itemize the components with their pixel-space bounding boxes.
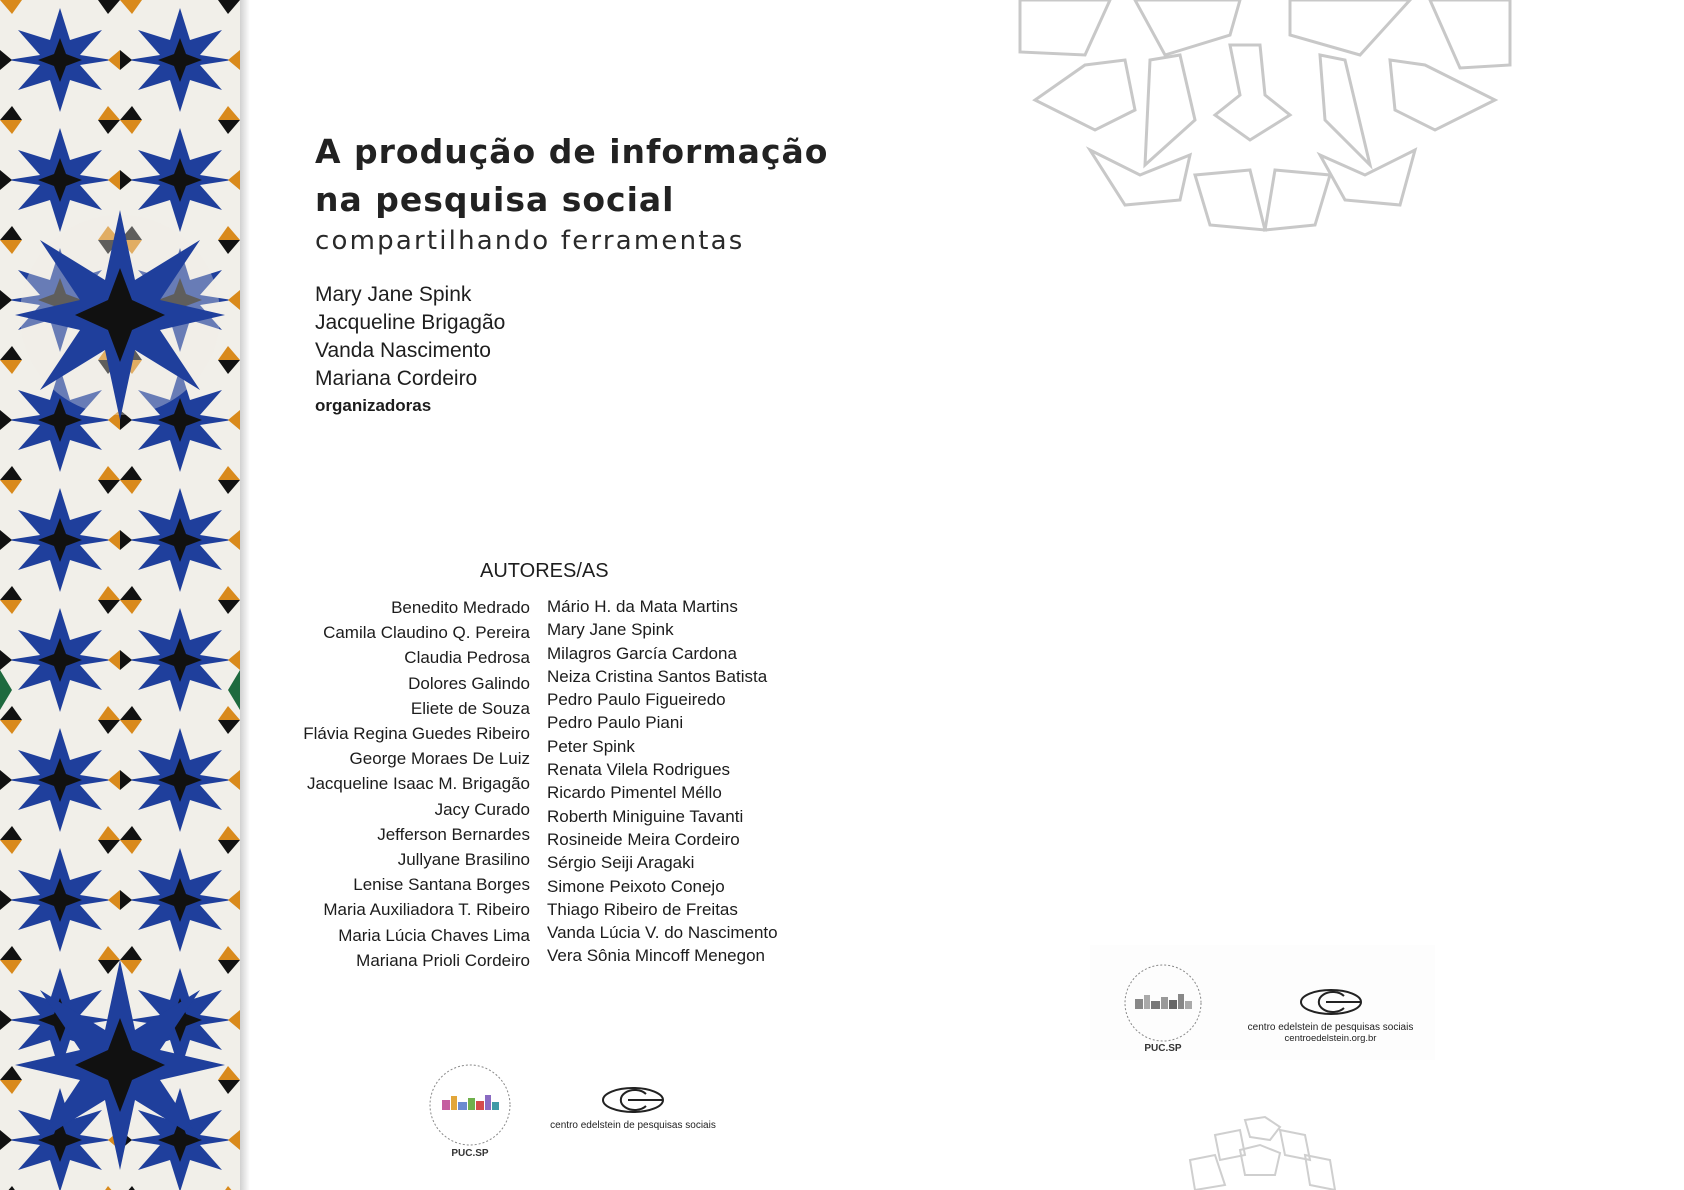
organizers-role-label: organizadoras	[315, 396, 432, 415]
centro-edelstein-emblem-icon	[598, 1085, 668, 1115]
author-name: Benedito Medrado	[391, 598, 530, 617]
author-name: Ricardo Pimentel Méllo	[547, 783, 722, 803]
author-name: Maria Lúcia Chaves Lima	[338, 925, 530, 945]
author-name: Camila Claudino Q. Pereira	[323, 623, 530, 643]
centro-edelstein-name: centro edelstein de pesquisas sociais	[1247, 1022, 1414, 1033]
author-name: Pedro Paulo Piani	[547, 713, 684, 733]
title-line-2: na pesquisa social	[315, 180, 675, 219]
authors-column-right	[547, 595, 778, 968]
author-name: Pedro Paulo Figueiredo	[547, 690, 726, 710]
author-name: Peter Spink	[547, 736, 635, 756]
puc-sp-emblem-icon	[420, 1062, 520, 1148]
puc-sp-logo	[420, 1062, 520, 1162]
author-name: Neiza Cristina Santos Batista	[547, 666, 768, 686]
geometric-ornament-top	[1015, 0, 1515, 235]
title-line-1: A produção de informação	[315, 132, 829, 171]
author-name: Mary Jane Spink	[547, 620, 674, 640]
logos-panel	[1090, 945, 1435, 1060]
author-name: George Moraes De Luiz	[349, 749, 530, 769]
author-name: Jacy Curado	[434, 799, 530, 819]
puc-sp-emblem-icon	[1113, 963, 1213, 1043]
author-name: Jacqueline Isaac M. Brigagão	[306, 774, 530, 794]
organizer-name: Mary Jane Spink	[315, 283, 472, 306]
author-name: Jullyane Brasilino	[397, 850, 530, 870]
author-name: Roberth Miniguine Tavanti	[547, 806, 744, 826]
zellige-tile-pattern	[0, 0, 240, 1190]
author-name: Mariana Prioli Cordeiro	[356, 950, 530, 970]
author-name: Flávia Regina Guedes Ribeiro	[303, 724, 530, 744]
organizer-name: Mariana Cordeiro	[315, 367, 478, 390]
author-name: Vera Sônia Mincoff Menegon	[547, 946, 765, 966]
author-name: Mário H. da Mata Martins	[547, 597, 738, 616]
organizers-list	[315, 281, 505, 418]
author-name: Milagros García Cardona	[547, 643, 737, 663]
author-name: Dolores Galindo	[408, 673, 530, 693]
centro-edelstein-name: centro edelstein de pesquisas sociais	[550, 1120, 716, 1131]
book-title	[315, 128, 828, 256]
centro-edelstein-logo	[1238, 987, 1423, 1044]
organizer-name: Vanda Nascimento	[315, 339, 491, 362]
centro-edelstein-url: centroedelstein.org.br	[1284, 1033, 1377, 1044]
centro-edelstein-logo	[548, 1085, 718, 1131]
author-name: Lenise Santana Borges	[353, 875, 530, 895]
author-name: Sérgio Seiji Aragaki	[547, 853, 695, 873]
authors-heading: AUTORES/AS	[480, 560, 609, 582]
author-name: Renata Vilela Rodrigues	[547, 760, 731, 780]
author-name: Maria Auxiliadora T. Ribeiro	[323, 900, 530, 920]
strip-shadow	[240, 0, 250, 1190]
author-name: Rosineide Meira Cordeiro	[547, 829, 740, 849]
author-name: Simone Peixoto Conejo	[547, 876, 725, 896]
puc-sp-label: PUC.SP	[1144, 1043, 1182, 1054]
author-name: Eliete de Souza	[410, 698, 530, 718]
author-name: Thiago Ribeiro de Freitas	[547, 899, 738, 919]
geometric-ornament-bottom	[1185, 1115, 1340, 1190]
organizer-name: Jacqueline Brigagão	[315, 311, 506, 334]
author-name: Claudia Pedrosa	[404, 648, 530, 668]
author-name: Jefferson Bernardes	[377, 824, 530, 844]
puc-sp-label: PUC.SP	[451, 1148, 489, 1159]
book-subtitle: compartilhando ferramentas	[315, 226, 745, 256]
authors-column-left	[303, 595, 530, 973]
author-name: Vanda Lúcia V. do Nascimento	[547, 923, 778, 943]
puc-sp-logo	[1113, 963, 1213, 1058]
centro-edelstein-emblem-icon	[1296, 987, 1366, 1017]
